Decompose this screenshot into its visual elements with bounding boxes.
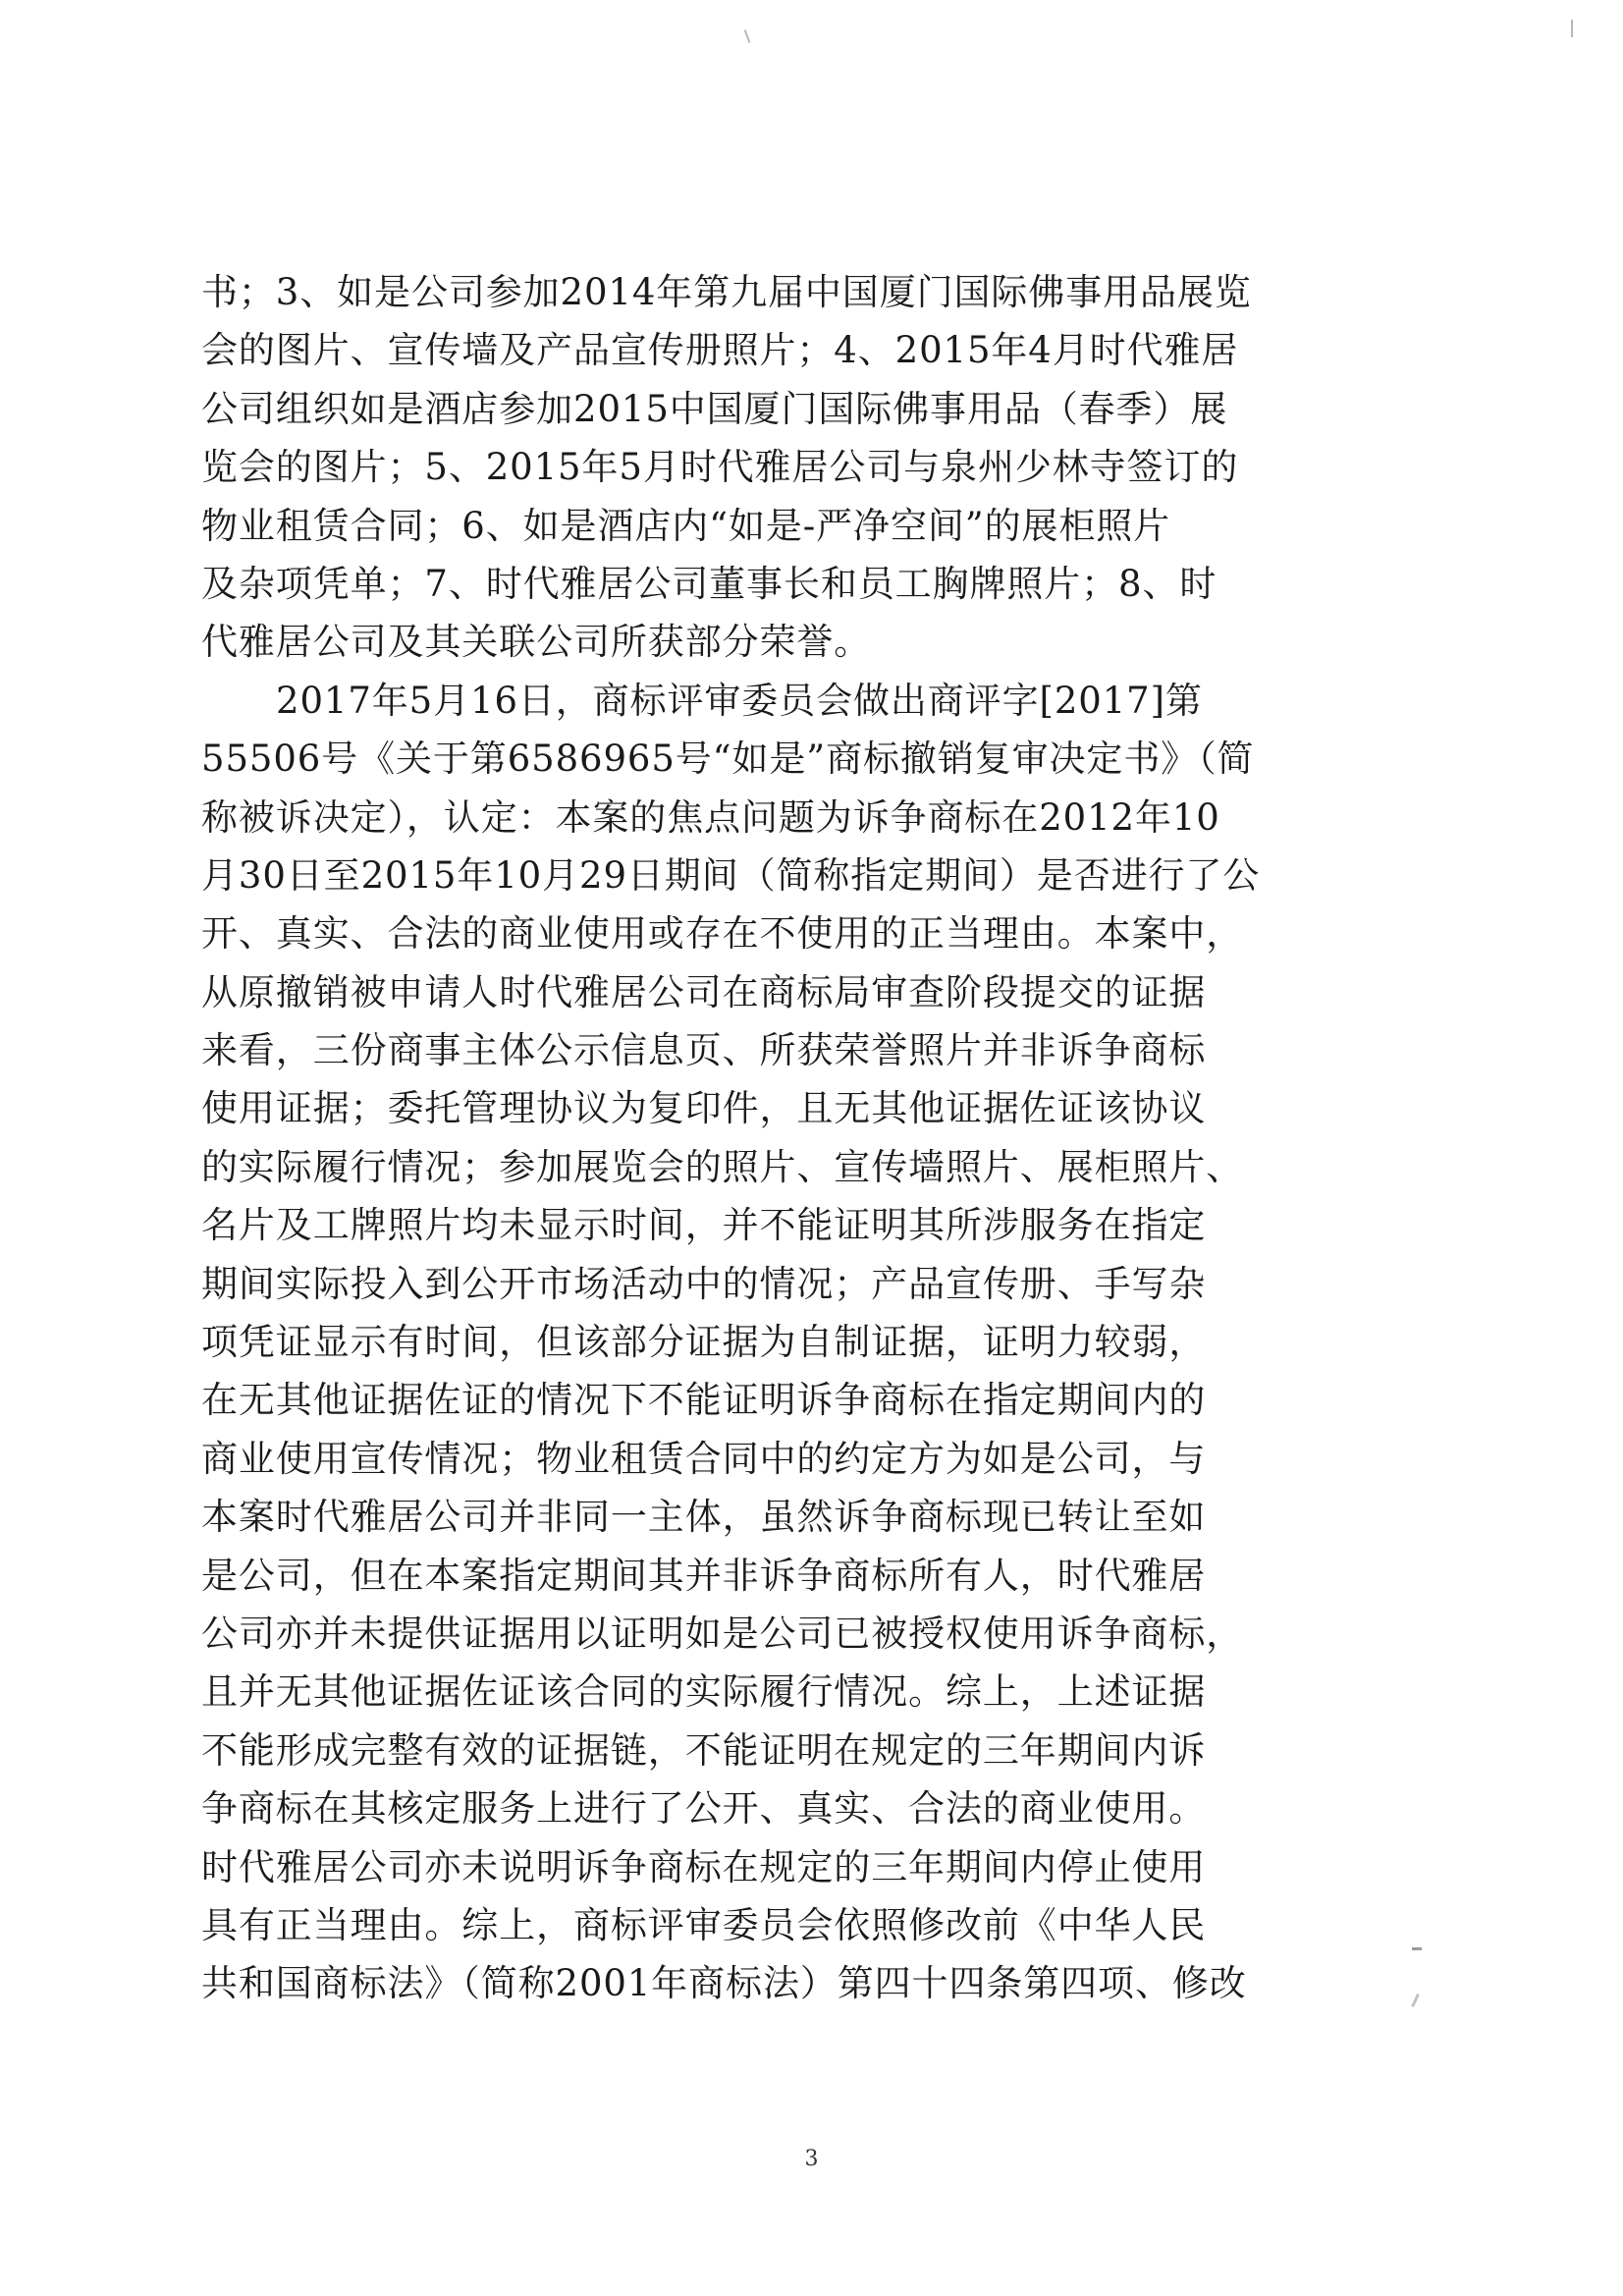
- text-line: 览会的图片；5、2015年5月时代雅居公司与泉州少林寺签订的: [201, 446, 1239, 489]
- text-line: 争商标在其核定服务上进行了公开、真实、合法的商业使用。: [201, 1787, 1207, 1831]
- text-line: 的实际履行情况；参加展览会的照片、宣传墙照片、展柜照片、: [201, 1145, 1244, 1188]
- scan-artifact: [1412, 1947, 1422, 1950]
- paragraph-first-line: 2017年5月16日，商标评审委员会做出商评字[2017]第: [276, 679, 1203, 722]
- text-line: 共和国商标法》（简称2001年商标法）第四十四条第四项、修改: [201, 1962, 1247, 2005]
- text-line: 来看，三份商事主体公示信息页、所获荣誉照片并非诉争商标: [201, 1029, 1207, 1072]
- text-line: 开、真实、合法的商业使用或存在不使用的正当理由。本案中，: [201, 912, 1244, 956]
- text-line: 称被诉决定），认定：本案的焦点问题为诉争商标在2012年10: [201, 795, 1220, 839]
- scan-artifact: [1571, 20, 1573, 37]
- document-body: [201, 263, 1389, 2013]
- text-line: 55506号《关于第6586965号“如是”商标撤销复审决定书》（简: [201, 738, 1255, 781]
- text-line: 从原撤销被申请人时代雅居公司在商标局审查阶段提交的证据: [201, 970, 1207, 1013]
- text-line: 时代雅居公司亦未说明诉争商标在规定的三年期间内停止使用: [201, 1845, 1207, 1888]
- text-line: 会的图片、宣传墙及产品宣传册照片；4、2015年4月时代雅居: [201, 329, 1239, 372]
- text-line: 书；3、如是公司参加2014年第九届中国厦门国际佛事用品展览: [201, 271, 1252, 313]
- text-line: 商业使用宣传情况；物业租赁合同中的约定方为如是公司，与: [201, 1437, 1207, 1480]
- text-line: 公司组织如是酒店参加2015中国厦门国际佛事用品（春季）展: [201, 387, 1228, 430]
- text-line: 且并无其他证据佐证该合同的实际履行情况。综上，上述证据: [201, 1670, 1207, 1714]
- text-line: 在无其他证据佐证的情况下不能证明诉争商标在指定期间内的: [201, 1379, 1207, 1422]
- text-line: 月30日至2015年10月29日期间（简称指定期间）是否进行了公: [201, 853, 1261, 897]
- text-line: 物业租赁合同；6、如是酒店内“如是-严净空间”的展柜照片: [201, 504, 1171, 547]
- page-number: 3: [804, 2147, 819, 2171]
- text-line: 是公司，但在本案指定期间其并非诉争商标所有人，时代雅居: [201, 1554, 1207, 1597]
- text-line: 公司亦并未提供证据用以证明如是公司已被授权使用诉争商标，: [201, 1612, 1244, 1655]
- text-line: 不能形成完整有效的证据链，不能证明在规定的三年期间内诉: [201, 1728, 1207, 1772]
- scan-artifact: [1411, 1994, 1420, 2007]
- text-line: 及杂项凭单；7、时代雅居公司董事长和员工胸牌照片；8、时: [201, 562, 1217, 605]
- text-line: 名片及工牌照片均未显示时间，并不能证明其所涉服务在指定: [201, 1204, 1207, 1247]
- text-line: 项凭证显示有时间，但该部分证据为自制证据，证明力较弱，: [201, 1321, 1207, 1364]
- text-line: 代雅居公司及其关联公司所获部分荣誉。: [201, 621, 872, 664]
- text-line: 期间实际投入到公开市场活动中的情况；产品宣传册、手写杂: [201, 1262, 1207, 1305]
- scan-artifact: [744, 29, 751, 43]
- text-line: 使用证据；委托管理协议为复印件，且无其他证据佐证该协议: [201, 1087, 1207, 1130]
- text-line: 具有正当理由。综上，商标评审委员会依照修改前《中华人民: [201, 1903, 1207, 1946]
- text-line: 本案时代雅居公司并非同一主体，虽然诉争商标现已转让至如: [201, 1496, 1207, 1539]
